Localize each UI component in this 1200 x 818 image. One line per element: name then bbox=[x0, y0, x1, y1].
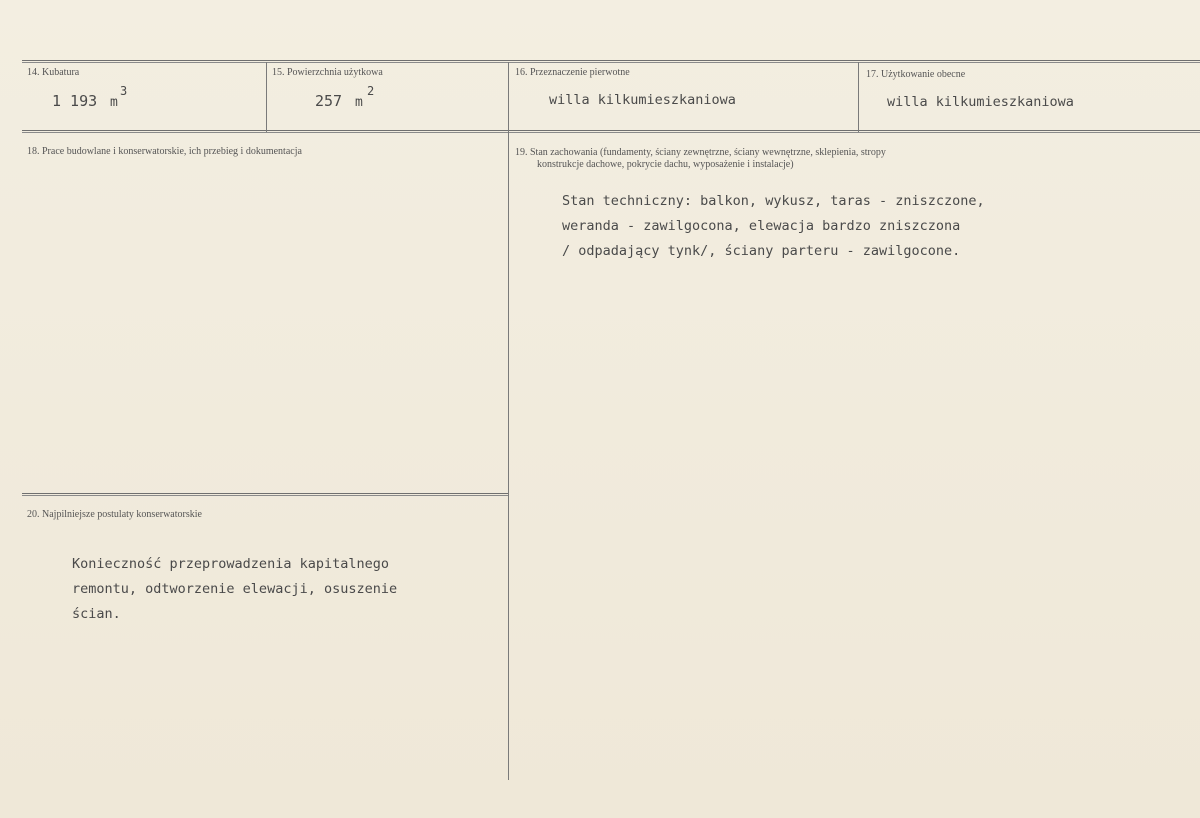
f19-label-line1: 19. Stan zachowania (fundamenty, ściany zewnętrzne, ściany wewnętrzne, sklepienia, stropy bbox=[515, 147, 886, 158]
f15-label: 15. Powierzchnia użytkowa bbox=[272, 67, 383, 78]
f20-label: 20. Najpilniejsze postulaty konserwatorskie bbox=[27, 509, 202, 520]
f20-top-rule bbox=[22, 493, 508, 496]
f15-unit-sup: 2 bbox=[367, 84, 375, 98]
f16-value: willa kilkumieszkaniowa bbox=[549, 92, 736, 108]
f20-line: ścian. bbox=[72, 606, 121, 622]
top-rule bbox=[22, 60, 1200, 63]
f14-unit-sup: 3 bbox=[120, 84, 128, 98]
f14-label: 14. Kubatura bbox=[27, 67, 80, 78]
f15-value: 257 bbox=[315, 92, 343, 110]
f17-value: willa kilkumieszkaniowa bbox=[887, 94, 1074, 110]
f15-unit: m bbox=[355, 95, 363, 110]
row1-bottom-rule bbox=[22, 130, 1200, 133]
f19-line: Stan techniczny: balkon, wykusz, taras - zniszczone, bbox=[562, 193, 985, 209]
f17-label: 17. Użytkowanie obecne bbox=[866, 69, 966, 80]
f16-label: 16. Przeznaczenie pierwotne bbox=[515, 67, 630, 78]
f14-value: 1 193 bbox=[52, 92, 98, 110]
f19-label-line2: konstrukcje dachowe, pokrycie dachu, wyposażenie i instalacje) bbox=[537, 159, 794, 170]
f18-label: 18. Prace budowlane i konserwatorskie, ich przebieg i dokumentacja bbox=[27, 146, 302, 157]
f19-line: / odpadający tynk/, ściany parteru - zawilgocone. bbox=[562, 243, 961, 259]
divider-14-15 bbox=[266, 62, 267, 132]
f19-line: weranda - zawilgocona, elewacja bardzo zniszczona bbox=[562, 218, 961, 234]
f20-line: Konieczność przeprowadzenia kapitalnego bbox=[72, 556, 389, 572]
divider-16-17 bbox=[858, 62, 859, 132]
f14-unit: m bbox=[110, 95, 118, 110]
f20-line: remontu, odtworzenie elewacji, osuszenie bbox=[72, 581, 398, 597]
divider-center bbox=[508, 62, 509, 780]
